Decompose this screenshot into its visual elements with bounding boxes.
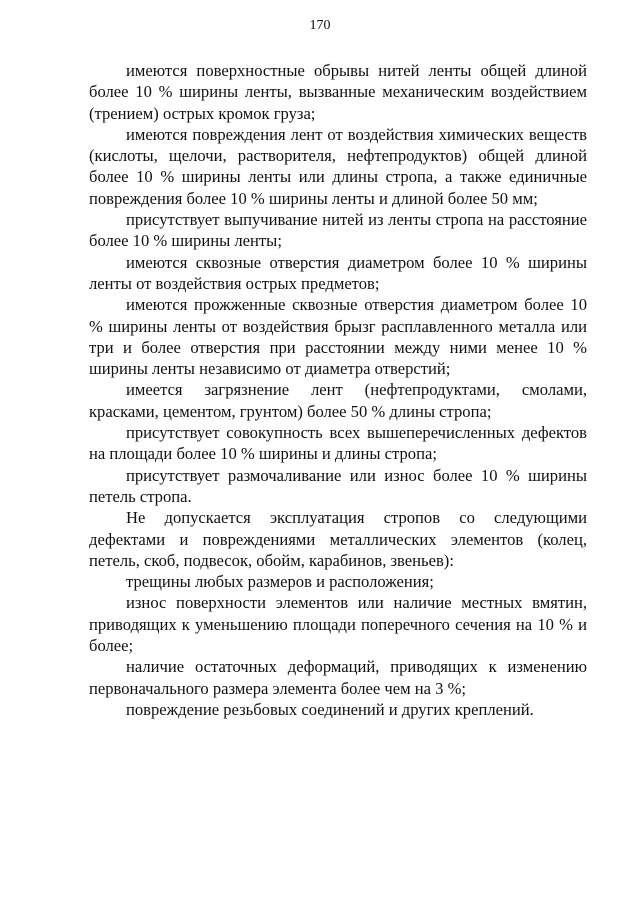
paragraph-metal-elements-intro: Не допускается эксплуатация стропов со следующими дефектами и повреждениями металлических элементов (колец, петель, скоб, подвесок, обойм, карабинов, звеньев): bbox=[89, 508, 587, 570]
paragraph-surface-breaks: имеются поверхностные обрывы нитей ленты общей длиной более 10 % ширины ленты, вызванные механическим воздействием (трением) острых кромок груза; bbox=[89, 61, 587, 123]
paragraph-surface-wear: износ поверхности элементов или наличие местных вмятин, приводящих к уменьшению площади поперечного сечения на 10 % и более; bbox=[89, 593, 587, 656]
paragraph-thread-bulging: присутствует выпучивание нитей из ленты стропа на расстояние более 10 % ширины ленты; bbox=[89, 210, 587, 251]
paragraph-burnt-holes: имеются прожженные сквозные отверстия диаметром более 10 % ширины ленты от воздействия брызг расплавленного металла или три и более отверстия при расстоянии между ними менее 10 % ширины ленты независимо от диаметра отверстий; bbox=[89, 295, 587, 379]
paragraph-combined-defects: присутствует совокупность всех вышеперечисленных дефектов на площади более 10 % ширины и длины стропа; bbox=[89, 423, 587, 464]
paragraph-chemical-damage: имеются повреждения лент от воздействия химических веществ (кислоты, щелочи, растворителя, нефтепродуктов) общей длиной более 10 % ширины ленты или длины стропа, а также единичные повреждения более 10 % ширины ленты и длиной более 50 мм; bbox=[89, 124, 587, 208]
paragraph-through-holes: имеются сквозные отверстия диаметром более 10 % ширины ленты от воздействия острых предметов; bbox=[89, 252, 587, 293]
document-body bbox=[89, 60, 587, 720]
page-number: 170 bbox=[309, 18, 331, 33]
paragraph-cracks: трещины любых размеров и расположения; bbox=[126, 572, 434, 592]
paragraph-contamination: имеется загрязнение лент (нефтепродуктами, смолами, красками, цементом, грунтом) более 50 % длины стропа; bbox=[89, 380, 587, 421]
paragraph-thread-damage: повреждение резьбовых соединений и других креплений. bbox=[126, 699, 534, 719]
paragraph-loop-wear: присутствует размочаливание или износ более 10 % ширины петель стропа. bbox=[89, 465, 587, 506]
paragraph-residual-deformation: наличие остаточных деформаций, приводящих к изменению первоначального размера элемента более чем на 3 %; bbox=[89, 657, 587, 698]
